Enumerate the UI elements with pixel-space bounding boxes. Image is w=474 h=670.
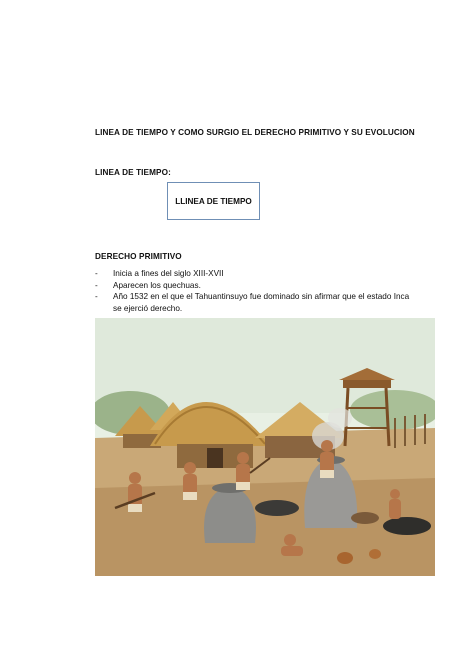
- bullet-text: Inicia a fines del siglo XIII-XVII: [113, 269, 224, 278]
- bullet-marker: -: [95, 269, 98, 278]
- list-item: [95, 268, 415, 280]
- section-heading: DERECHO PRIMITIVO: [95, 252, 182, 261]
- bullet-list: [95, 268, 415, 314]
- timeline-label: LINEA DE TIEMPO:: [95, 168, 171, 177]
- timeline-box: [167, 182, 260, 220]
- list-item: [95, 291, 415, 314]
- timeline-box-text: LLINEA DE TIEMPO: [175, 196, 252, 206]
- bullet-marker: -: [95, 280, 98, 290]
- document-title: LINEA DE TIEMPO Y COMO SURGIO EL DERECHO PRIMITIVO Y SU EVOLUCION: [95, 128, 415, 137]
- prehistoric-village-illustration: [95, 318, 435, 576]
- list-item: [95, 280, 415, 292]
- bullet-text: Año 1532 en el que el Tahuantinsuyo fue dominado sin afirmar que el estado Inca se ejerció derecho.: [113, 292, 410, 313]
- bullet-text: Aparecen los quechuas.: [113, 280, 201, 290]
- bullet-marker: -: [95, 292, 98, 301]
